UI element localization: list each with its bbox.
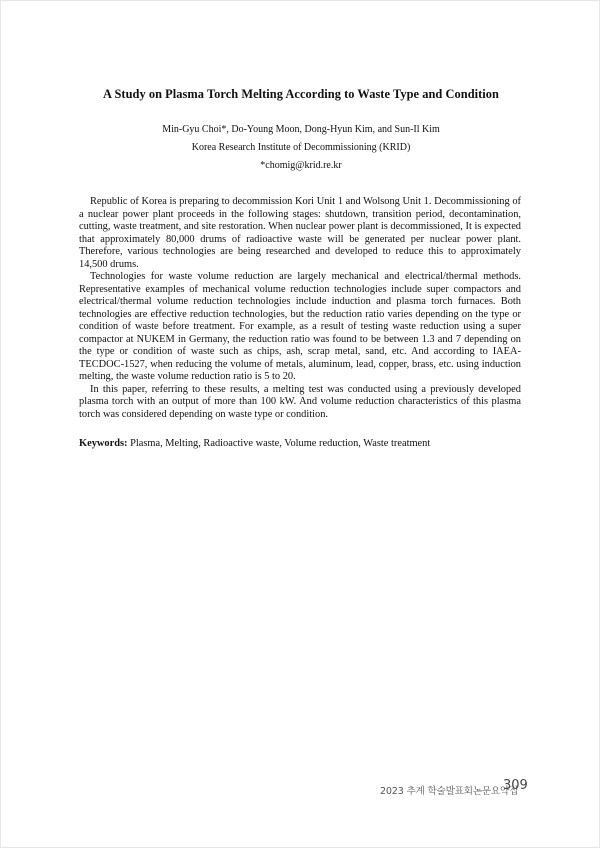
keywords-label: Keywords: [79,438,128,449]
keywords [79,438,521,451]
abstract-paragraph-3: In this paper, referring to these results, a melting test was conducted using a previously developed plasma torch with an output of more than 100 kW. And volume reduction characteristics of this plasma torch was considered depending on waste type or condition. [79,383,521,420]
abstract [79,196,521,421]
author-list: Min-Gyu Choi*, Do-Young Moon, Dong-Hyun Kim, and Sun-Il Kim [162,124,440,135]
keywords-text: Plasma, Melting, Radioactive waste, Volume reduction, Waste treatment [130,438,431,449]
abstract-paragraph-2: Technologies for waste volume reduction are largely mechanical and electrical/thermal methods. Representative examples of mechanical volume reduction technologies include super compactors and electrical/thermal volume reduction technologies include induction and plasma torch furnaces. Both technologies are effective reduction technologies, but the reduction ratio varies depending on the type or condition of waste before treatment. For example, as a result of testing waste reduction using a super compactor at NUKEM in Germany, the reduction ratio was found to be between 1.3 and 7 depending on the type or condition of waste such as chips, ash, scrap metal, sand, etc. And according to IAEA-TECDOC-1527, when reducing the volume of metals, aluminum, lead, copper, brass, etc. using induction melting, the waste volume reduction ratio is 5 to 20. [79,271,521,382]
paper-title: A Study on Plasma Torch Melting According to Waste Type and Condition [102,87,499,101]
affiliation: Korea Research Institute of Decommissioning (KRID) [191,142,411,153]
abstract-paragraph-1: Republic of Korea is preparing to decommission Kori Unit 1 and Wolsong Unit 1. Decommissioning of a nuclear power plant proceeds in the following stages: shutdown, transition period, decontamination, cutting, waste treatment, and site restoration. When nuclear power plant is decommissioned, It is expected that approximately 80,000 drums of radioactive waste will be generated per nuclear power plant. Therefore, various technologies are being researched and developed to reduce this to approximately 14,500 drums. [79,196,521,270]
contact-email: *chomig@krid.re.kr [260,160,342,171]
page-number: 309 [503,778,528,793]
proceedings-label: 2023 추계 학술발표회논문요약집 [380,786,519,797]
